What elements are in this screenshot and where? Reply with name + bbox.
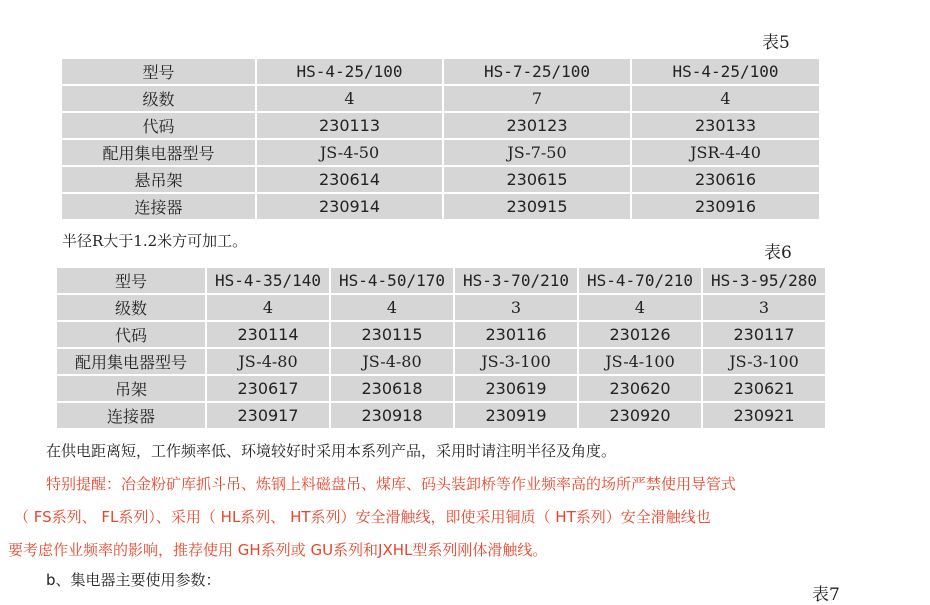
table-cell: 7 [444, 86, 630, 111]
table-cell: 230618 [331, 376, 453, 401]
row-label: 配用集电器型号 [62, 140, 255, 165]
table-cell: 230620 [579, 376, 701, 401]
table-cell: 230113 [257, 113, 442, 138]
table-cell: 230126 [579, 322, 701, 347]
table-cell: HS-4-70/210 [579, 268, 701, 293]
row-label: 连接器 [62, 194, 255, 219]
row-label: 悬吊架 [62, 167, 255, 192]
table-cell: 230918 [331, 403, 453, 428]
table-cell: 230117 [703, 322, 825, 347]
section-b-heading: b、集电器主要使用参数： [46, 571, 221, 589]
table-cell: HS-4-35/140 [207, 268, 329, 293]
table-cell: 4 [331, 295, 453, 320]
usage-paragraph: 在供电距离短，工作频率低、环境较好时采用本系列产品，采用时请注明半径及角度。 [46, 442, 617, 460]
table-cell: 4 [579, 295, 701, 320]
table6-caption: 表6 [764, 243, 792, 263]
table-cell: 230617 [207, 376, 329, 401]
row-label: 代码 [57, 322, 205, 347]
table-cell: JS-3-100 [455, 349, 577, 374]
table-row [57, 268, 825, 293]
row-label: 型号 [57, 268, 205, 293]
table5-note: 半径R大于1.2米方可加工。 [62, 232, 248, 250]
table-cell: JS-4-50 [257, 140, 442, 165]
table-row [57, 295, 825, 320]
row-label: 吊架 [57, 376, 205, 401]
row-label: 配用集电器型号 [57, 349, 205, 374]
table-cell: 230914 [257, 194, 442, 219]
table-cell: 230616 [632, 167, 819, 192]
table-cell: 230920 [579, 403, 701, 428]
table6 [55, 266, 827, 430]
table7-caption: 表7 [812, 585, 840, 605]
table-cell: 230621 [703, 376, 825, 401]
row-label: 连接器 [57, 403, 205, 428]
table-cell: 230115 [331, 322, 453, 347]
table-cell: 3 [703, 295, 825, 320]
row-label: 型号 [62, 59, 255, 84]
table-cell: JS-7-50 [444, 140, 630, 165]
table-cell: 230915 [444, 194, 630, 219]
table-cell: 230614 [257, 167, 442, 192]
table-row [57, 322, 825, 347]
table-row [62, 113, 819, 138]
table-cell: 230116 [455, 322, 577, 347]
table-cell: 230619 [455, 376, 577, 401]
table-cell: 4 [207, 295, 329, 320]
table-row [62, 59, 819, 84]
table5 [60, 57, 821, 221]
table-cell: JS-4-80 [331, 349, 453, 374]
table-row [62, 140, 819, 165]
row-label: 级数 [57, 295, 205, 320]
table-cell: HS-4-50/170 [331, 268, 453, 293]
table-cell: 230123 [444, 113, 630, 138]
table5-caption: 表5 [762, 33, 790, 53]
warning-line-1: 特别提醒：冶金粉矿库抓斗吊、炼钢上料磁盘吊、煤库、码头装卸桥等作业频率高的场所严禁使用导管式 [46, 475, 737, 493]
table-cell: HS-3-95/280 [703, 268, 825, 293]
table-cell: 230133 [632, 113, 819, 138]
table-cell: 3 [455, 295, 577, 320]
table-cell: HS-4-25/100 [632, 59, 819, 84]
table-cell: JS-3-100 [703, 349, 825, 374]
table-cell: 230919 [455, 403, 577, 428]
table-cell: JS-4-100 [579, 349, 701, 374]
table-cell: 230114 [207, 322, 329, 347]
table-cell: 230917 [207, 403, 329, 428]
table-row [62, 167, 819, 192]
table-row [57, 349, 825, 374]
table-row [62, 86, 819, 111]
table-row [57, 403, 825, 428]
table-cell: 4 [257, 86, 442, 111]
table-cell: 230921 [703, 403, 825, 428]
table-cell: HS-7-25/100 [444, 59, 630, 84]
table-cell: 230916 [632, 194, 819, 219]
table-row [62, 194, 819, 219]
table-row [57, 376, 825, 401]
table-cell: JS-4-80 [207, 349, 329, 374]
table-cell: 230615 [444, 167, 630, 192]
table-cell: 4 [632, 86, 819, 111]
table-cell: JSR-4-40 [632, 140, 819, 165]
warning-line-3: 要考虑作业频率的影响，推荐使用 GH系列或 GU系列和JXHL型系列刚体滑触线。 [8, 541, 548, 559]
table-cell: HS-4-25/100 [257, 59, 442, 84]
table-cell: HS-3-70/210 [455, 268, 577, 293]
row-label: 代码 [62, 113, 255, 138]
warning-line-2: （ FS系列、 FL系列）、采用（ HL系列、 HT系列）安全滑触线，即使采用铜质（ HT系列）安全滑触线也 [14, 508, 711, 526]
row-label: 级数 [62, 86, 255, 111]
